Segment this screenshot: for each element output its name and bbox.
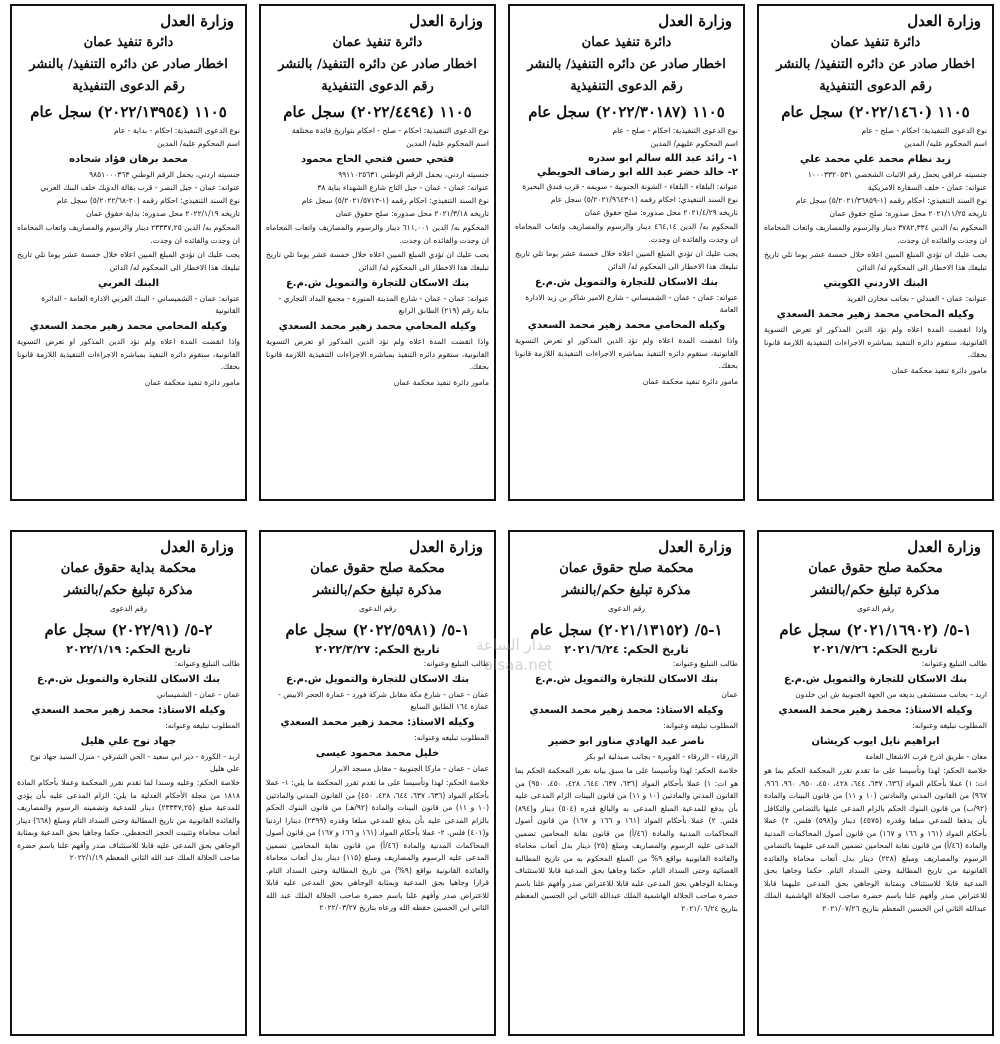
- amount-line: المحكوم به/ الدين ٤٦٤,١٤ دينار والرسوم والمصاريف واتعاب المحاماه ان وجدت والفائده ان وجدت.: [515, 222, 738, 244]
- notice-footer: مامور دائرة تنفيذ محكمة عمان: [144, 377, 240, 387]
- payment-deadline: يجب عليك ان تؤدي المبلغ المبين اعلاه خلال خمسة عشر يوما تلي تاريخ تبليغك هذا الاخطار الى المحكوم له/ الدائن: [515, 249, 738, 271]
- court-heading: محكمة صلح حقوق عمان: [559, 561, 694, 576]
- ruling-date: تاريخ الحكم: ٢٠٢٢/٣/٢٧: [315, 643, 440, 656]
- ruling-summary: خلاصة الحكم: لهذا وتأسيسا على ما تقدم تقرر المحكمة الحكم بما هو ات: ١) عملا بأحكام المواد (٦٣٦، ٦٣٧، ٦٤٤، ٤٢٨، ٤٥٠، ٩٥٠، ٩٦٠، ٩٦٦، ٩٦٧) من القانون المدني والمادتين (١٠ و ١١) من قانون البينات والمادة (٩٢/ب) من قانون البنوك الحكم بالزام المدعى عليها بالتضامن والتكافل بأن يدفعا للمدعي مبلغا وقدره (٤٥٧٥) دينار و(٥٩٨) فلس. ٢) عملا بأحكام المواد (١٦١ و ١٦٦ و ١٦٧) من قانون أصول المحاكمات المدنية والمادة (٤٦/أ) من قانون نقابة المحامين تضمين المدعى عليهما بالتضامن الرسوم والمصاريف ومبلغ (٢٢٨) دينار بدل أتعاب محاماة والفائدة القانونية من تاريخ المطالبة وحتى السداد التام. حكما وجاهيا بحق المدعية قابلا للاستئناف وبمثابة الوجاهي بحق المدعى عليهما قابلا للاعتراض صدر وأفهم علنا باسم حضرة صاحب الجلالة الهاشمية الملك عبدالله الثاني ابن الحسين المعظم بتاريخ ٢٠٢١/٠٧/٢٦: [764, 766, 988, 913]
- payment-deadline: يجب عليك ان تؤدي المبلغ المبين اعلاه خلال خمسة عشر يوما تلي تاريخ تبليغك هذا الاخطار الى المحكوم له/ الدائن: [17, 250, 240, 272]
- case-type: نوع الدعوى التنفيذية: احكام - صلح - عام: [861, 126, 987, 135]
- lawyer-name: وكيله الاستاذ: محمد زهير محمد السعدي: [280, 717, 475, 728]
- notice-subtitle: رقم الدعوى التنفيذية: [819, 79, 932, 94]
- closing-text: واذا انقضت المدة اعلاه ولم تؤد الدين المذكور او تعرض التسوية القانونية، ستقوم دائره التنفيذ بمباشره الاجراءات التنفيذية اللازمة قانونا بحقك.: [515, 336, 738, 370]
- requester-name: بنك الاسكان للتجارة والتمويل ش.م.ع: [285, 674, 470, 685]
- ruling-summary: خلاصة الحكم: لهذا وتأسيسا على ما تقدم تقرر المحكمة ما يلي: ١- عملا بأحكام المواد (٦٣٦، ٦٣٧، ٦٤٤، ٤٢٨، ٤٥٠) من القانون المدني والمادتين (١٠ و ١١) من قانون البينات والمادة (٩٢/هـ) من قانون البنوك الحكم بالزام المدعى عليه بأن يدفع للمدعي مبلغا وقدره (٢٣٩٩) دينارا اردنيا و(٤٠١) فلس. ٢- عملا بأحكام المواد (١٦١ و ١٦٦ و ١٦٧) من قانون أصول المحاكمات المدنية والمادة (٤٦/أ) من قانون نقابة المحامين تضمين المدعى عليه الرسوم والمصاريف ومبلغ (١١٥) دينار بدل أتعاب محاماة والفائدة القانونية بواقع (٩%) من تاريخ المطالبة وحتى السداد التام. قرارا وجاهيا بحق المدعية وبمثابة الوجاهي بحق المدعى عليه قابلا للاعتراض صدر وأفهم علنا باسم حضرة صاحب الجلالة الملك عبد الله الثاني ابن الحسين حفظه الله ورعاه بتاريخ ٢٠٢٢/٠٣/٢٧: [266, 778, 490, 912]
- notified-name: جهاد نوح علي هليل: [80, 736, 177, 747]
- requester-label: طالب التبليغ وعنوانه:: [921, 659, 987, 668]
- detail-line: جنسيته عراقي يحمل رقم الاثبات الشخصي ١٠٠٠٣٣٢٠٥٣١: [807, 170, 987, 179]
- notice-footer: مامور دائرة تنفيذ محكمة عمان: [642, 376, 738, 386]
- requester-address: اربد - بجانب مستشفى بديعه من الجهة الجنوبية ش ابن خلدون: [795, 690, 987, 699]
- newspaper-page: [6, 4, 994, 1040]
- notified-name: ناصر عبد الهادي مناور ابو خضير: [548, 736, 705, 747]
- debtor-name: فتحي حسن فتحي الحاج محمود: [300, 154, 455, 165]
- execution-notice-3: [259, 4, 496, 501]
- requester-address: عمان - عمان - شارع مكة مقابل شركة فورد - عمارة الحجر الابيض - عمارة ١٦٤ الطابق السابع: [278, 690, 489, 711]
- execution-notice-2: [508, 4, 745, 501]
- department-heading: دائرة تنفيذ عمان: [332, 35, 423, 50]
- requester-label: طالب التبليغ وعنوانه:: [174, 659, 240, 668]
- department-heading: دائرة تنفيذ عمان: [581, 35, 672, 50]
- closing-text: واذا انقضت المدة اعلاه ولم تؤد الدين المذكور او تعرض التسوية القانونية، ستقوم دائره التنفيذ بمباشره الاجراءات التنفيذية اللازمة قانونا بحقك.: [764, 325, 987, 359]
- lawyer-name: وكيله الاستاذ: محمد زهير محمد السعدي: [778, 705, 973, 716]
- creditor-address: عنوانه: عمان - العبدلي - بجانب مخازن الفريد: [846, 294, 987, 303]
- creditor-address: عنوانه: عمان - عمان - الشميساني - شارع الامير شاكر بن زيد الادارة العامة: [525, 293, 738, 314]
- detail-line: نوع السند التنفيذي: احكام رقمه (٢٠-٥/٢٠٢٢/٦٨) سجل عام: [56, 196, 240, 205]
- ministry-heading: وزارة العدل: [409, 12, 483, 30]
- ruling-title: مذكرة تبليغ حكم/بالنشر: [313, 583, 442, 598]
- notified-address: عمان - عمان - ماركا الجنوبية - مقابل مسجد الابرار: [331, 764, 489, 773]
- requester-name: بنك الاسكان للتجارة والتمويل ش.م.ع: [534, 674, 719, 685]
- lawyer-name: وكيله المحامي محمد زهير محمد السعدي: [527, 320, 726, 331]
- notified-label: المطلوب تبليغه وعنوانه:: [414, 733, 489, 742]
- case-number: ١١٠٥ (٢٠٢٢/١٤٦٠) سجل عام: [781, 103, 970, 121]
- ministry-heading: وزارة العدل: [658, 538, 732, 556]
- creditor-name: البنك العربي: [97, 278, 160, 289]
- debtor-name-2: ٢- خالد خضر عبد الله ابو رضاف الحويطي: [537, 167, 738, 178]
- case-type: نوع الدعوى التنفيذية: احكام - صلح - احكام بتواريخ فائدة مختلفة: [291, 126, 489, 135]
- notified-address: الزرقاء - الزرقاء - القويرة - بجانب صيدلية ابو بكر: [584, 752, 738, 761]
- debtor-name: محمد برهان فؤاد شحاده: [69, 154, 188, 165]
- court-heading: محكمة صلح حقوق عمان: [808, 561, 943, 576]
- case-number: ١١٠٥ (٢٠٢٢/٣٠١٨٧) سجل عام: [528, 103, 725, 121]
- ruling-title: مذكرة تبليغ حكم/بالنشر: [64, 583, 193, 598]
- case-number: ٢-٥/ (٢٠٢٢/٩١) سجل عام: [44, 621, 213, 639]
- creditor-name: البنك الاردني الكويتي: [823, 278, 928, 289]
- detail-line: تاريخه ٢٠٢١/٤/٢٩ محل صدوره: صلح حقوق عمان: [584, 208, 738, 217]
- court-heading: محكمة صلح حقوق عمان: [310, 561, 445, 576]
- case-number: ١-٥/ (٢٠٢١/١٣١٥٢) سجل عام: [530, 621, 723, 639]
- creditor-address: عنوانه: عمان - الشميساني - البنك العربي الادارة العامة - الدائرة القانونية: [41, 294, 240, 315]
- notified-name: خليل محمد محمود عيسى: [315, 748, 440, 759]
- requester-address: عمان: [721, 690, 738, 699]
- detail-line: نوع السند التنفيذي: احكام رقمه (١-٥/٢٠٢١/٩٦٤٣) سجل عام: [550, 195, 738, 204]
- debtor-label: اسم المحكوم عليه/ المدين: [904, 139, 987, 148]
- ruling-date: تاريخ الحكم: ٢٠٢١/٦/٢٤: [564, 643, 689, 656]
- case-type: نوع الدعوى التنفيذية: احكام - بداية - عام: [114, 126, 240, 135]
- ruling-title: مذكرة تبليغ حكم/بالنشر: [811, 583, 940, 598]
- lawyer-name: وكيله الاستاذ: محمد زهير محمد السعدي: [529, 705, 724, 716]
- payment-deadline: يجب عليك ان تؤدي المبلغ المبين اعلاه خلال خمسة عشر يوما تلي تاريخ تبليغك هذا الاخطار الى المحكوم له/ الدائن: [764, 250, 987, 272]
- ministry-heading: وزارة العدل: [907, 538, 981, 556]
- ruling-notice-2: [508, 530, 745, 1036]
- execution-notice-4: [10, 4, 247, 501]
- notice-title: اخطار صادر عن دائره التنفيذ/ بالنشر: [776, 57, 975, 72]
- debtor-name: زيد نظام محمد علي محمد علي: [799, 154, 952, 165]
- notice-title: اخطار صادر عن دائره التنفيذ/ بالنشر: [278, 57, 477, 72]
- ruling-summary: خلاصة الحكم: لهذا وتأسيسا على ما سبق بيانه تقرر المحكمة الحكم بما هو ات: ١) عملا بأحكام المواد (٦٣٦، ٦٣٧، ٦٤٤، ٤٢٨، ٤٥٠، ٩٥٠) من القانون المدني والمادتين (١٠ و ١١) من قانون البينات الزام المدعى عليه بأن يدفع للمدعية المبلغ المدعى به والبالغ قدره (٥٠٤) دينار و(٨٩٤) فلس. ٢) عملا بأحكام المواد (١٦١ و ١٦٦ و ١٦٧) من قانون أصول المحاكمات المدنية والمادة (٤٦/أ) من قانون نقابة المحامين تضمين المدعى عليه الرسوم والمصاريف ومبلغ (٢٥) دينار بدل أتعاب محاماة والفائدة القانونية بواقع ٩% من المبلغ المحكوم به من تاريخ المطالبة القضائية وحتى السداد التام. حكما وجاهيا بحق المدعية قابلا للاستئناف وبمثابة الوجاهي بحق المدعى عليه قابلا للاعتراض صدر وأفهم علنا باسم حضرة صاحب الجلالة الهاشمية الملك عبدالله الثاني ابن الحسين المعظم بتاريخ ٢٠٢١/٠٦/٢٤: [515, 766, 739, 913]
- detail-line: نوع السند التنفيذي: احكام رقمه (١-٥/٢٠٢١/٣٦٨٥٩) سجل عام: [795, 196, 987, 205]
- ruling-notice-3: [259, 530, 496, 1036]
- closing-text: واذا انقضت المدة اعلاه ولم تؤد الدين المذكور او تعرض التسوية القانونية، ستقوم دائره التنفيذ بمباشره الاجراءات التنفيذية اللازمة قانونا بحقك.: [17, 337, 240, 371]
- notice-footer: مامور دائرة تنفيذ محكمة عمان: [891, 365, 987, 375]
- case-label: رقم الدعوى: [109, 604, 148, 613]
- debtor-label: اسم المحكوم عليه/ المدين: [406, 139, 489, 148]
- case-label: رقم الدعوى: [856, 604, 895, 613]
- detail-line: نوع السند التنفيذي: احكام رقمه (١-٥/٢٠٢١/٥٧١٣) سجل عام: [301, 196, 489, 205]
- ruling-summary: خلاصة الحكم: وعليه وسندا لما تقدم تقرر المحكمة وعملا بأحكام المادة ١٨١٨ من مجلة الأحكام العدلية ما يلي: الزام المدعى عليه بأن يؤدي للمدعية مبلغ (٢٣٣٣٧,٢٥) دينار للمدعية وتضمينه الرسوم والمصاريف والفائدة القانونية من تاريخ المطالبة وحتى السداد التام ومبلغ (٦٦٨) دينار أتعاب محاماة وتثبيت الحجز التحفظي. حكما وجاهيا بحق المدعية وبمثابة الوجاهي بحق المدعى عليه قابلا للاستئناف صدر وأفهم علنا باسم حضرة صاحب الجلالة الملك عبد الله الثاني المعظم ٢٠٢٢/١/١٩: [17, 778, 240, 862]
- notified-label: المطلوب تبليغه وعنوانه:: [663, 721, 738, 730]
- notice-subtitle: رقم الدعوى التنفيذية: [72, 79, 185, 94]
- amount-line: المحكوم به/ الدين ٣٧٨٢,٣٣٤ دينار والرسوم والمصاريف واتعاب المحاماه ان وجدت والفائده ان وجدت.: [764, 223, 987, 245]
- amount-line: المحكوم به/ الدين ٢٣٣٣٧,٢٥ دينار والرسوم والمصاريف واتعاب المحاماه ان وجدت والفائده ان وجدت.: [17, 223, 240, 245]
- creditor-name: بنك الاسكان للتجارة والتمويل ش.م.ع: [285, 278, 470, 289]
- creditor-address: عنوانه: عمان - عمان - شارع المدينة المنورة - مجمع البداد التجاري - بناية رقم (٢١٩) الطابق الرابع: [278, 294, 489, 315]
- requester-name: بنك الاسكان للتجارة والتمويل ش.م.ع: [36, 674, 221, 685]
- notice-title: اخطار صادر عن دائره التنفيذ/ بالنشر: [29, 57, 228, 72]
- debtor-name: ١- رائد عبد الله سالم ابو سدره: [588, 153, 738, 164]
- ministry-heading: وزارة العدل: [409, 538, 483, 556]
- lawyer-name: وكيله المحامي محمد زهير محمد السعدي: [278, 321, 477, 332]
- debtor-label: اسم المحكوم عليه/ المدين: [157, 139, 240, 148]
- notice-subtitle: رقم الدعوى التنفيذية: [321, 79, 434, 94]
- ruling-notice-1: [757, 530, 994, 1036]
- requester-address: عمان - عمان - الشميساني: [156, 690, 240, 699]
- case-number: ١-٥/ (٢٠٢٢/٥٩٨١) سجل عام: [285, 621, 470, 639]
- ruling-date: تاريخ الحكم: ٢٠٢١/٧/٢٦: [813, 643, 938, 656]
- ruling-title: مذكرة تبليغ حكم/بالنشر: [562, 583, 691, 598]
- lawyer-name: وكيله المحامي محمد زهير محمد السعدي: [29, 321, 228, 332]
- requester-label: طالب التبليغ وعنوانه:: [423, 659, 489, 668]
- detail-line: عنوانه: عمان - عمان - جبل التاج شارع الشهداء بناية ٣٨: [317, 183, 489, 192]
- case-number: ١١٠٥ (٢٠٢٢/٤٤٩٤) سجل عام: [283, 103, 472, 121]
- ruling-notice-4: [10, 530, 247, 1036]
- detail-line: عنوانه: البلقاء - البلقاء - الشونة الجنوبية - سويمه - قرب فندق البحيرة: [522, 182, 738, 191]
- payment-deadline: يجب عليك ان تؤدي المبلغ المبين اعلاه خلال خمسة عشر يوما تلي تاريخ تبليغك هذا الاخطار الى المحكوم له/ الدائن: [266, 250, 489, 272]
- detail-line: جنسيته اردني، يحمل الرقم الوطني ٩٩١١٠٢٥٦٣١: [338, 170, 489, 179]
- detail-line: تاريخه ٢٠٢٢/١/١٩ محل صدوره: بداية حقوق عمان: [85, 209, 240, 218]
- department-heading: دائرة تنفيذ عمان: [83, 35, 174, 50]
- watermark-latin: alsaa.net: [484, 656, 553, 674]
- ministry-heading: وزارة العدل: [160, 538, 234, 556]
- court-heading: محكمة بداية حقوق عمان: [60, 561, 197, 576]
- ministry-heading: وزارة العدل: [658, 12, 732, 30]
- department-heading: دائرة تنفيذ عمان: [830, 35, 921, 50]
- notice-title: اخطار صادر عن دائره التنفيذ/ بالنشر: [527, 57, 726, 72]
- amount-line: المحكوم به/ الدين ٦١١,٠٠١ دينار والرسوم والمصاريف واتعاب المحاماه ان وجدت والفائده ان وجدت.: [266, 223, 489, 245]
- detail-line: جنسيته اردني، يحمل الرقم الوطني ٩٨٥١٠٠٠٣٦٣: [89, 170, 240, 179]
- debtor-label: اسم المحكوم عليهم/ المدين: [650, 139, 738, 148]
- notice-footer: مامور دائرة تنفيذ محكمة عمان: [393, 377, 489, 387]
- detail-line: تاريخه ٢٠٢١/٣/١٨ محل صدوره: صلح حقوق عمان: [335, 209, 489, 218]
- detail-line: عنوانه: عمان - جبل النصر - قرب بقالة الدويك خلف البنك العربي: [40, 183, 240, 192]
- ministry-heading: وزارة العدل: [907, 12, 981, 30]
- case-label: رقم الدعوى: [607, 604, 646, 613]
- ruling-date: تاريخ الحكم: ٢٠٢٢/١/١٩: [66, 643, 191, 656]
- notice-subtitle: رقم الدعوى التنفيذية: [570, 79, 683, 94]
- case-label: رقم الدعوى: [358, 604, 397, 613]
- ministry-heading: وزارة العدل: [160, 12, 234, 30]
- lawyer-name: وكيله المحامي محمد زهير محمد السعدي: [776, 309, 975, 320]
- detail-line: تاريخه ٢٠٢١/١١/٢٥ محل صدوره: صلح حقوق عمان: [829, 209, 987, 218]
- execution-notice-1: [757, 4, 994, 501]
- watermark-arabic: مدار الساعة: [476, 636, 552, 654]
- notified-address: معان - طريق اذرح قرب الاشغال العامة: [865, 752, 987, 761]
- requester-label: طالب التبليغ وعنوانه:: [672, 659, 738, 668]
- notified-address: اربد - الكورة - دير ابي سعيد - الحي الشرقي - منزل السيد جهاد نوح علي هليل: [29, 752, 240, 773]
- closing-text: واذا انقضت المدة اعلاه ولم تؤد الدين المذكور او تعرض التسوية القانونية، ستقوم دائره التنفيذ بمباشره الاجراءات التنفيذية اللازمة قانونا بحقك.: [266, 337, 489, 371]
- creditor-name: بنك الاسكان للتجارة والتمويل ش.م.ع: [534, 277, 719, 288]
- notified-label: المطلوب تبليغه وعنوانه:: [912, 721, 987, 730]
- notified-label: المطلوب تبليغه وعنوانه:: [165, 721, 240, 730]
- requester-name: بنك الاسكان للتجارة والتمويل ش.م.ع: [783, 674, 968, 685]
- case-number: ١-٥/ (٢٠٢١/١٦٩٠٢) سجل عام: [779, 621, 972, 639]
- detail-line: عنوانه: عمان - خلف السفارة الامريكية: [867, 183, 987, 192]
- notified-name: ابراهيم نايل ايوب كريشان: [811, 736, 940, 747]
- lawyer-name: وكيله الاستاذ: محمد زهير محمد السعدي: [31, 705, 226, 716]
- case-type: نوع الدعوى التنفيذية: احكام - صلح - عام: [612, 126, 738, 135]
- case-number: ١١٠٥ (٢٠٢٢/١٣٩٥٤) سجل عام: [30, 103, 227, 121]
